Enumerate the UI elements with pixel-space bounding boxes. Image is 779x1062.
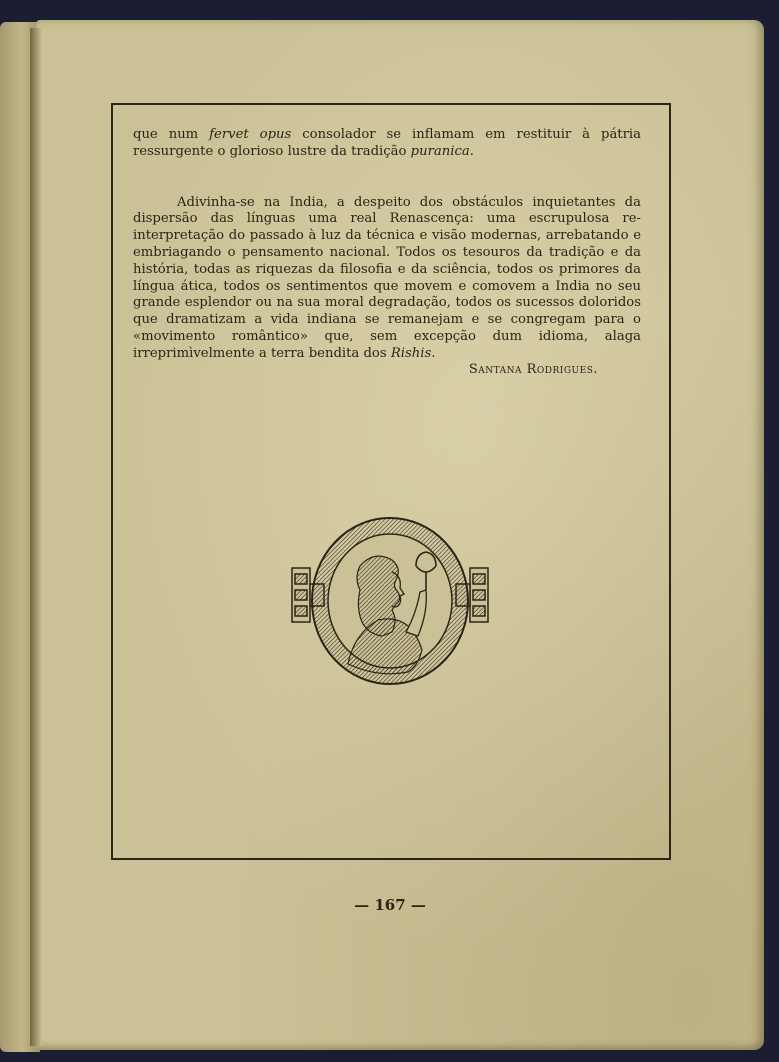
page-number: — 167 — [354,896,426,914]
italic-phrase: fervet opus [209,127,292,142]
italic-word: puranica [410,143,470,159]
paragraph-main: Adivinha-se na India, a despeito dos obstáculos inquietantes da dispersão das línguas uma real Renascença: uma escrupulosa re-interpretação do passado à luz da técnica e visão modernas, arrebatando e embriagando o pensamento nacional. Todos os tesouros da tradição e da história, todas as riquezas da filosofia e da sciência, todos os primores da língua ática, todos os sentimentos que movem e comovem a India no seu grande esplendor ou na sua moral degradação, todos os sucessos doloridos que dramatizam a vida indiana se remanejam e se congregam para o «movimento romântico» que, sem excepção dum idioma, alaga irreprimìvelmente a terra bendita dos Rishis. [133,194,641,361]
allegorical-emblem-icon [288,514,492,688]
text-block [133,127,641,363]
italic-word: Rishis [390,345,432,361]
paragraph-continued: que num fervet opus consolador se inflamam em restituir à pátria ressurgente o glorioso lustre da tradição puranica. [133,127,641,159]
book-gutter [30,28,42,1046]
author-signature: Santana Rodrigues. [468,362,598,377]
